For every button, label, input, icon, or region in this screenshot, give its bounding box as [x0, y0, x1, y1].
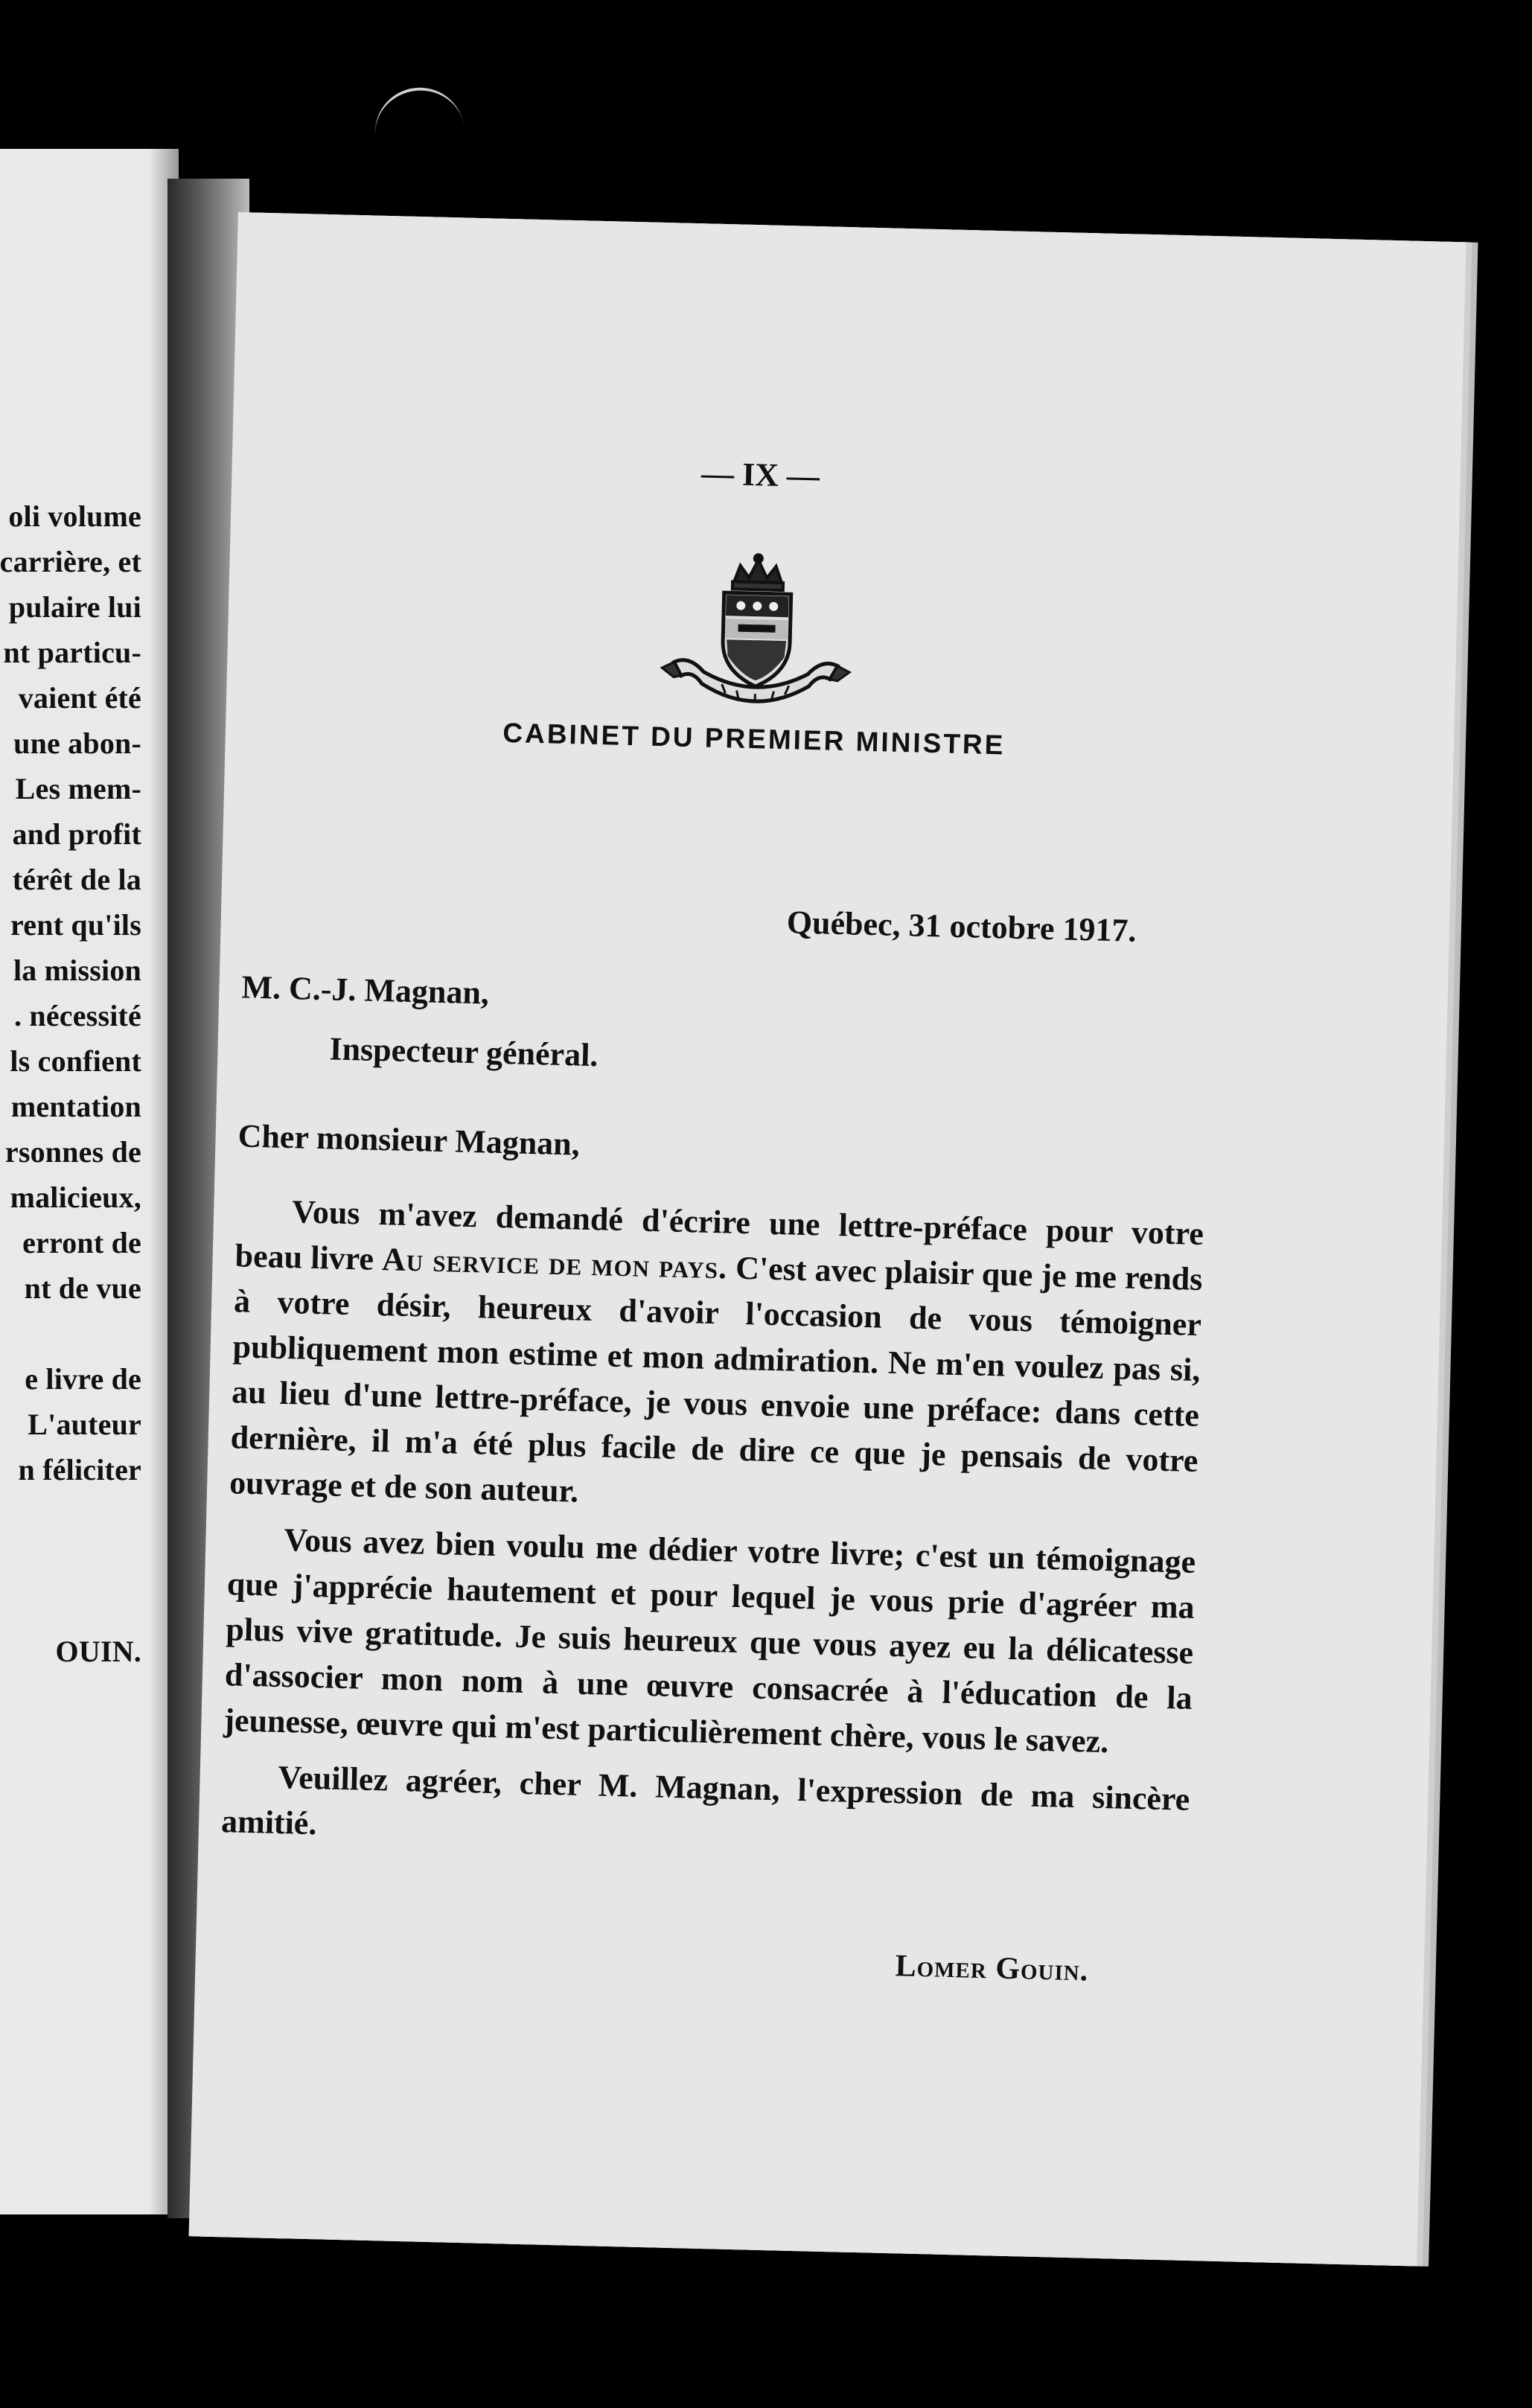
left-page-line: L'auteur	[28, 1408, 141, 1441]
left-page-line: rsonnes de	[4, 1135, 141, 1169]
left-page-line: erront de	[22, 1226, 141, 1259]
left-page-line: Les mem-	[15, 772, 141, 805]
left-page-line: carrière, et	[0, 545, 141, 578]
signature: Lomer Gouin.	[895, 1949, 1089, 1988]
left-page-line: and profit	[12, 817, 141, 851]
scan-artifact	[369, 82, 465, 141]
left-page-line: mentation	[10, 1090, 141, 1123]
left-page-line: OUIN.	[55, 1635, 141, 1668]
left-page-line: vaient été	[18, 681, 141, 715]
page-number: — IX —	[700, 455, 820, 495]
book-title: Au service de mon pays.	[381, 1241, 728, 1286]
paragraph-3: Veuillez agréer, cher M. Magnan, l'expression de ma sincère amitié.	[220, 1758, 1190, 1842]
dateline: Québec, 31 octobre 1917.	[786, 904, 1137, 949]
letter-body	[220, 1187, 1204, 1877]
left-page-line: la mission	[13, 954, 141, 987]
left-page-line: malicieux,	[10, 1181, 141, 1214]
left-facing-page	[0, 149, 179, 2214]
left-page-line: . nécessité	[13, 999, 141, 1032]
paragraph-1-end: C'est avec plaisir que je me rends à votre désir, heureux d'avoir l'occasion de vous témoigner publiquement mon estime et mon admiration. Ne m'en voulez pas si, au lieu d'une lettre-préface, je vous envoie une préface: dans cette dernière, il m'a été plus facile de dire ce que je pensais de votre ouvrage et de son auteur.	[229, 1249, 1203, 1510]
paragraph-1	[229, 1187, 1204, 1529]
left-page-line: rent qu'ils	[10, 908, 141, 942]
recipient-title: Inspecteur général.	[328, 1030, 599, 1074]
left-page-line: e livre de	[25, 1362, 141, 1396]
paragraph-2: Vous avez bien voulu me dédier votre livre; c'est un témoignage que j'apprécie hautement et pour lequel je vous prie d'agréer ma plus vive gratitude. Je suis heureux que vous ayez eu la délicatesse d'associer mon nom à une œuvre consacrée à l'éducation de la jeunesse, œuvre qui m'est particulièrement chère, vous le savez.	[223, 1521, 1196, 1760]
letterhead-title: CABINET DU PREMIER MINISTRE	[502, 717, 1006, 761]
recipient-name: M. C.-J. Magnan,	[240, 968, 490, 1012]
quebec-coat-of-arms-icon	[642, 550, 870, 726]
paragraph-1-start: Vous m'avez demandé d'écrire une lettre-préface pour votre beau livre	[234, 1193, 1204, 1278]
left-page-line: oli volume	[8, 499, 141, 533]
left-page-line: nt particu-	[3, 636, 141, 669]
left-page-line: nt de vue	[24, 1271, 141, 1305]
salutation: Cher monsieur Magnan,	[237, 1117, 581, 1163]
letter-page	[189, 212, 1466, 2267]
left-page-line: térêt de la	[12, 863, 141, 896]
left-page-line: ls confient	[10, 1044, 141, 1078]
left-page-line: n féliciter	[18, 1453, 141, 1486]
left-page-line: pulaire lui	[8, 590, 141, 624]
left-page-line: une abon-	[13, 726, 141, 760]
